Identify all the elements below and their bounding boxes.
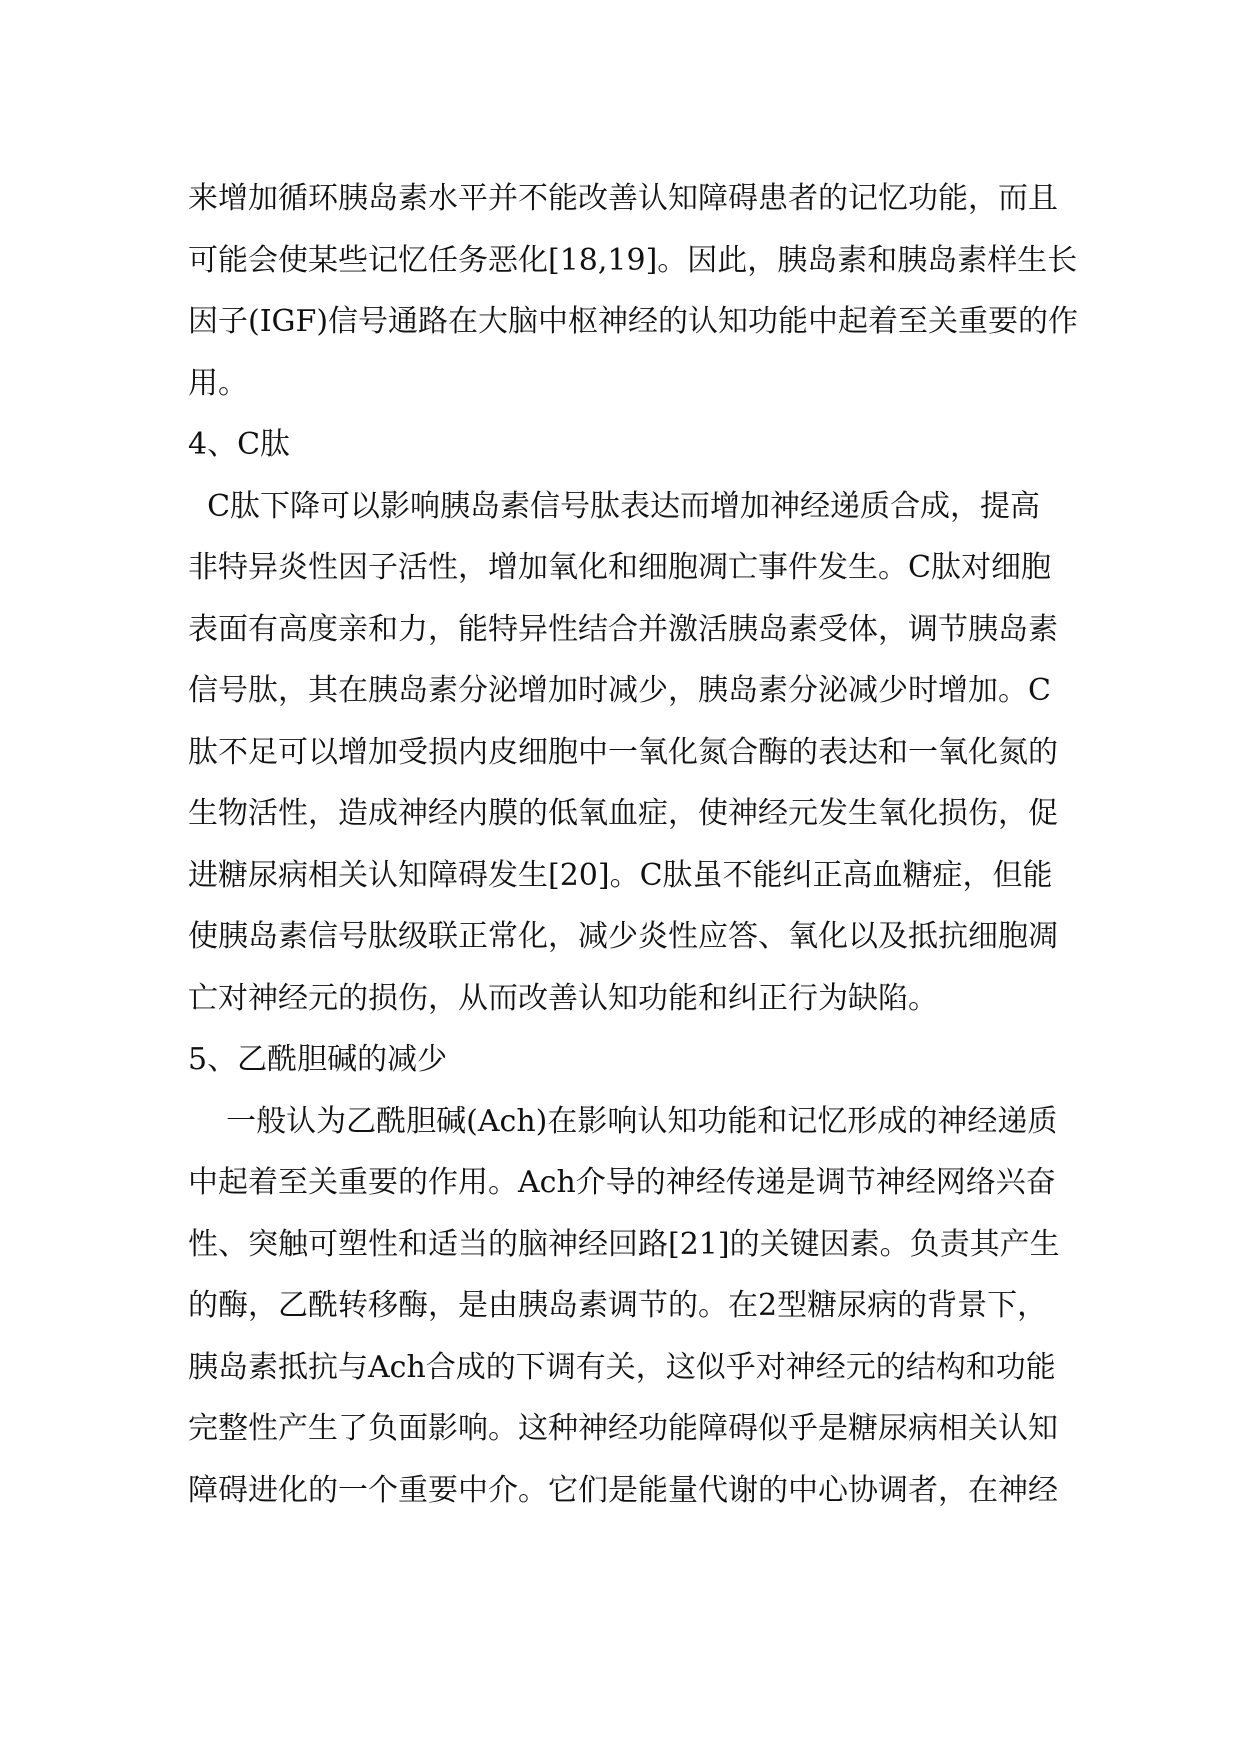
- text-line: C肽下降可以影响胰岛素信号肽表达而增加神经递质合成，提高: [188, 488, 1041, 524]
- text-line: 性、突触可塑性和适当的脑神经回路[21]的关键因素。负责其产生: [188, 1226, 1060, 1262]
- text-line: 使胰岛素信号肽级联正常化，减少炎性应答、氧化以及抵抗细胞凋: [188, 919, 1058, 954]
- section-heading: 5、乙酰胆碱的减少: [188, 1042, 448, 1077]
- text-line: 完整性产生了负面影响。这种神经功能障碍似乎是糖尿病相关认知: [188, 1411, 1058, 1446]
- body-text: [188, 168, 1079, 1521]
- text-line: 进糖尿病相关认知障碍发生[20]。C肽虽不能纠正高血糖症，但能: [188, 857, 1053, 893]
- text-line: 障碍进化的一个重要中介。它们是能量代谢的中心协调者，在神经: [188, 1472, 1058, 1508]
- text-line: 非特异炎性因子活性，增加氧化和细胞凋亡事件发生。C肽对细胞: [188, 550, 1051, 585]
- text-line: 因子(IGF)信号通路在大脑中枢神经的认知功能中起着至关重要的作: [188, 304, 1079, 339]
- text-line: 可能会使某些记忆任务恶化[18,19]。因此，胰岛素和胰岛素样生长: [188, 242, 1078, 278]
- text-line: 生物活性，造成神经内膜的低氧血症，使神经元发生氧化损伤，促: [188, 796, 1058, 831]
- section-heading: 4、C肽: [188, 427, 291, 462]
- text-line: 来增加循环胰岛素水平并不能改善认知障碍患者的记忆功能，而且: [188, 181, 1058, 216]
- text-line: 的酶，乙酰转移酶，是由胰岛素调节的。在2型糖尿病的背景下，: [188, 1288, 1048, 1323]
- text-line: 中起着至关重要的作用。Ach介导的神经传递是调节神经网络兴奋: [188, 1165, 1056, 1200]
- text-line: 用。: [188, 365, 248, 401]
- text-line: 一般认为乙酰胆碱(Ach)在影响认知功能和记忆形成的神经递质: [188, 1103, 1058, 1139]
- text-line: 肽不足可以增加受损内皮细胞中一氧化氮合酶的表达和一氧化氮的: [188, 734, 1058, 770]
- text-line: 信号肽，其在胰岛素分泌增加时减少，胰岛素分泌减少时增加。C: [188, 673, 1051, 708]
- text-line: 亡对神经元的损伤，从而改善认知功能和纠正行为缺陷。: [188, 980, 938, 1016]
- text-line: 表面有高度亲和力，能特异性结合并激活胰岛素受体，调节胰岛素: [188, 611, 1058, 647]
- text-line: 胰岛素抵抗与Ach合成的下调有关，这似乎对神经元的结构和功能: [188, 1349, 1056, 1385]
